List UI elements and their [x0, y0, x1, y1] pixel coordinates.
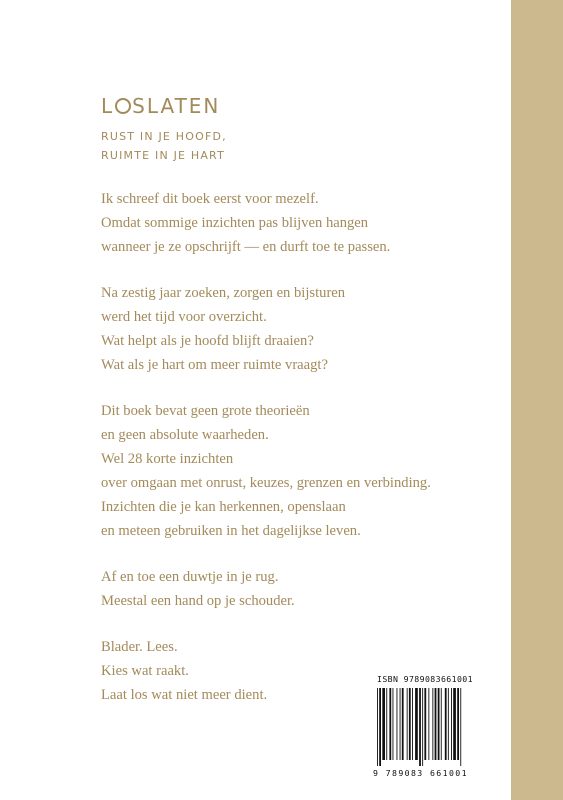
- barcode-bar: [457, 688, 459, 760]
- barcode-bar: [402, 688, 404, 760]
- blurb-line: over omgaan met onrust, keuzes, grenzen en verbinding.: [101, 475, 431, 491]
- subtitle-line: RUIMTE IN JE HART: [101, 149, 226, 162]
- book-title: [101, 94, 220, 118]
- isbn-label: ISBN 9789083661001: [377, 674, 473, 684]
- blurb-line: Wel 28 korte inzichten: [101, 451, 234, 467]
- barcode-bar: [435, 688, 437, 760]
- barcode-bar: [415, 688, 418, 760]
- blurb-line: en meteen gebruiken in het dagelijkse leven.: [101, 523, 361, 539]
- barcode-bar: [438, 688, 440, 760]
- blurb-line: Ik schreef dit boek eerst voor mezelf.: [101, 191, 319, 207]
- barcode-bar: [445, 688, 447, 760]
- blurb-line: wanneer je ze opschrijft — en durft toe te passen.: [101, 239, 391, 255]
- blurb-line: Laat los wat niet meer dient.: [101, 687, 268, 703]
- blurb-line: en geen absolute waarheden.: [101, 427, 269, 443]
- barcode-bar: [441, 688, 442, 760]
- spine-band: [511, 0, 563, 800]
- blurb-line: Wat helpt als je hoofd blijft draaien?: [101, 333, 314, 349]
- title-o-ring-logo: [115, 98, 131, 114]
- barcode-bar: [407, 688, 408, 760]
- subtitle: [101, 127, 227, 165]
- barcode-bar: [460, 688, 461, 766]
- blurb-line: Kies wat raakt.: [101, 663, 189, 679]
- blurb-line: Inzichten die je kan herkennen, openslaan: [101, 499, 346, 515]
- barcode-bar: [448, 688, 449, 760]
- barcode-bar: [382, 688, 385, 760]
- barcode-bar: [409, 688, 411, 760]
- barcode-bar: [451, 688, 452, 760]
- blurb-paragraph: [101, 565, 501, 613]
- barcode-bar: [393, 688, 394, 760]
- blurb-line: Na zestig jaar zoeken, zorgen en bijsturen: [101, 285, 346, 301]
- blurb-line: werd het tijd voor overzicht.: [101, 309, 267, 325]
- barcode-bar: [422, 688, 423, 766]
- blurb-line: Blader. Lees.: [101, 639, 178, 655]
- title-rest: SLATEN: [132, 94, 221, 118]
- blurb-line: Af en toe een duwtje in je rug.: [101, 569, 279, 585]
- barcode-bar: [412, 688, 413, 760]
- blurb-paragraph: [101, 187, 501, 259]
- barcode-digits: 9 789083 661001: [373, 768, 468, 778]
- barcode-bar: [400, 688, 401, 760]
- blurb: [101, 187, 501, 729]
- blurb-paragraph: [101, 281, 501, 377]
- barcode-bar: [386, 688, 387, 760]
- blurb-line: Omdat sommige inzichten pas blijven hangen: [101, 215, 369, 231]
- barcode: [376, 688, 470, 766]
- subtitle-line: RUST IN JE HOOFD,: [101, 130, 227, 143]
- barcode-bar: [379, 688, 381, 766]
- title-first-letter: L: [101, 94, 115, 118]
- blurb-line: Dit boek bevat geen grote theorieën: [101, 403, 310, 419]
- barcode-bar: [428, 688, 429, 760]
- blurb-paragraph: [101, 399, 501, 543]
- barcode-bar: [453, 688, 456, 760]
- barcode-bar: [377, 688, 378, 766]
- barcode-bar: [389, 688, 391, 760]
- barcode-bar: [397, 688, 398, 760]
- barcode-bar: [424, 688, 426, 760]
- blurb-line: Wat als je hart om meer ruimte vraagt?: [101, 357, 328, 373]
- barcode-bar: [419, 688, 421, 766]
- barcode-bar: [432, 688, 433, 760]
- blurb-line: Meestal een hand op je schouder.: [101, 593, 295, 609]
